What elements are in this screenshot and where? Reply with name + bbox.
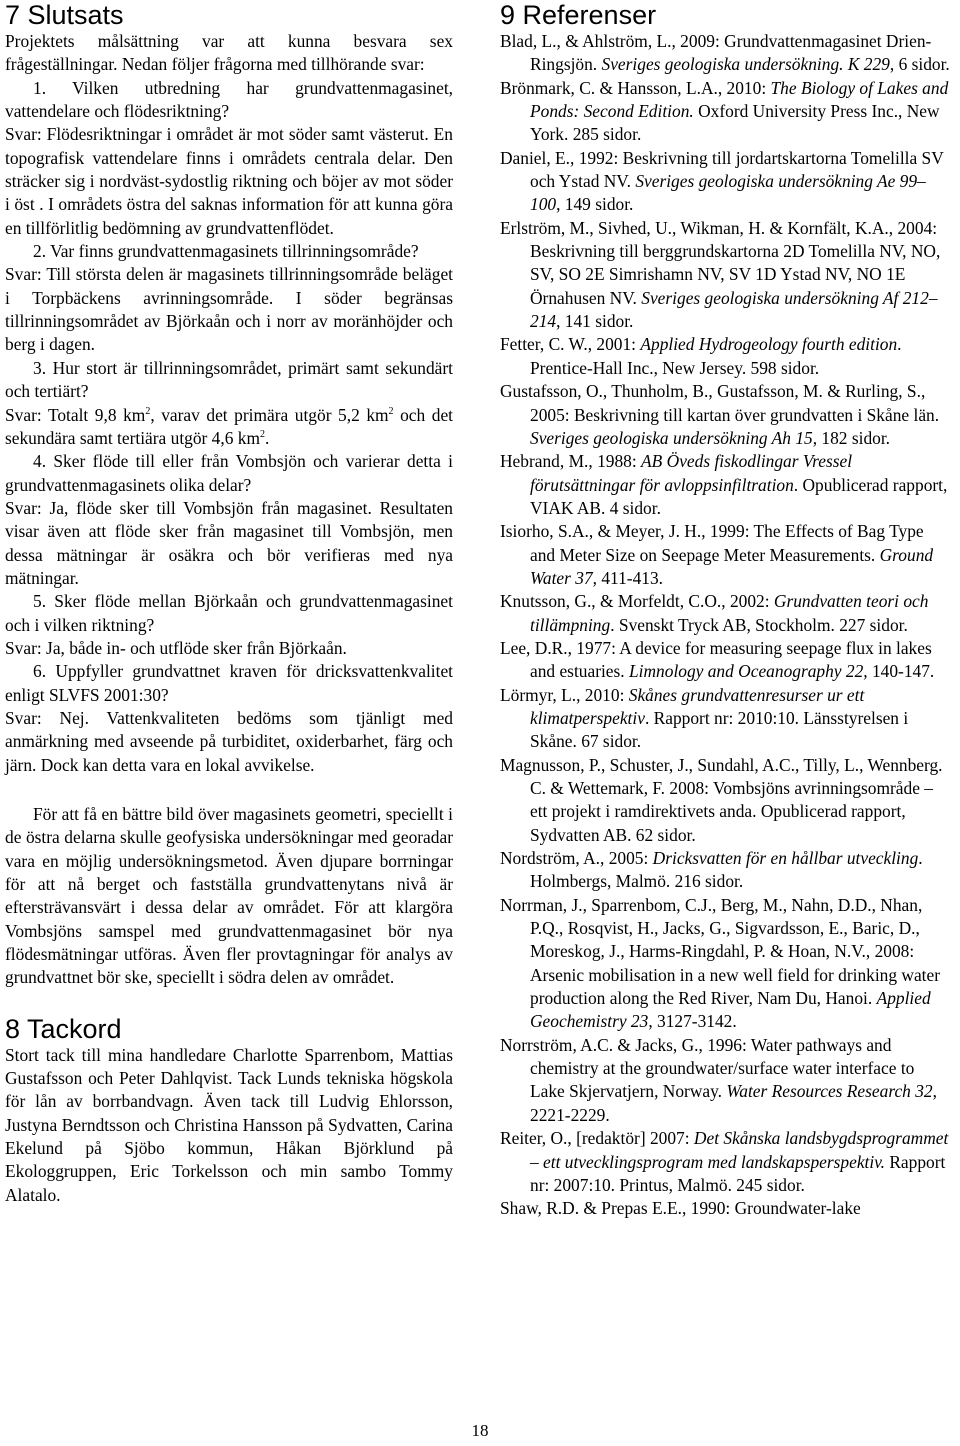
reference-plain: Isiorho, S.A., & Meyer, J. H., 1999: The Effects of Bag Type and Meter Size on Seepage Meter Measurements.	[500, 521, 924, 565]
answer-3-part4: .	[264, 427, 270, 448]
answer-4: Svar: Ja, flöde sker till Vombsjön från magasinet. Resultaten visar även att flöde sker från magasinet till Vombsjön, men dessa mätningar är osäkra och bör verifieras med nya mätningar.	[5, 497, 453, 588]
reference-plain: Reiter, O., [redaktör] 2007:	[500, 1128, 694, 1149]
answer-3-sup-2: 2	[388, 405, 394, 417]
reference-tail: 140-147.	[867, 661, 935, 682]
reference-item	[500, 77, 952, 147]
reference-tail: . Rapport nr: 2010:10. Länsstyrelsen i Skåne. 67 sidor.	[530, 707, 909, 752]
reference-item	[500, 333, 952, 380]
reference-italic: Sveriges geologiska undersökning. K 229	[601, 54, 890, 75]
reference-tail: . Holmbergs, Malmö. 216 sidor.	[530, 848, 923, 892]
reference-plain: Shaw, R.D. & Prepas E.E., 1990: Groundwater-lake	[500, 1198, 861, 1219]
reference-item	[500, 847, 952, 894]
reference-item	[500, 30, 952, 77]
reference-tail: , 149 sidor.	[556, 194, 634, 215]
reference-tail: 411-413.	[597, 567, 664, 588]
reference-item	[500, 754, 952, 847]
tackord-text: Stort tack till mina handledare Charlotte Sparrenbom, Mattias Gustafsson och Peter Dahlqvist. Tack Lunds tekniska högskola för lån av borrbandvagn. Även tack till Ludvig Ehlorsson, Justyna Berndtsson och Christina Hansson på Sydvatten, Carina Ekelund på Sjöbo kommun, Håkan Björklund på Ekologgruppen, Eric Torkelsson och min sambo Tommy Alatalo.	[5, 1044, 453, 1205]
reference-plain: Norrström, A.C. & Jacks, G., 1996: Water pathways and chemistry at the groundwater/surface water interface to Lake Skjervatjern, Norway.	[500, 1034, 915, 1102]
reference-tail: . Opublicerad rapport, VIAK AB. 4 sidor.	[530, 474, 948, 518]
reference-item	[500, 1197, 952, 1220]
reference-tail: . Svenskt Tryck AB, Stockholm. 227 sidor.	[610, 614, 908, 635]
reference-italic: Sveriges geologiska undersökning Ah 15	[530, 427, 813, 448]
answer-3-sup-1: 2	[145, 405, 151, 417]
reference-plain: Lörmyr, L., 2010:	[500, 684, 629, 705]
reference-list	[500, 30, 952, 1221]
reference-italic: Applied Hydrogeology fourth edition	[640, 334, 898, 355]
reference-item	[500, 1034, 952, 1127]
reference-italic: Det Skånska landsbygdsprogrammet – ett utvecklingsprogram med landskapsperspektiv.	[530, 1128, 949, 1172]
reference-italic: Limnology and Oceanography 22,	[629, 661, 868, 682]
heading-slutsats: 7 Slutsats	[5, 0, 124, 30]
slutsats-closing: För att få en bättre bild över magasinets geometri, speciellt i de östra delarna skulle geofysiska undersökningar med georadar vara en möjlig undersökningsmetod. Även djupare borrningar för att nå berget och fastställa grundvattenytans nivå är eftersträvansvärt i dessa delar av området. För att klargöra Vombsjöns samspel med grundvattenmagasinet bör nya flödesmätningar utföras. Även fler provtagningar för analys av grundvattnet bör ske, speciellt i södra delen av området.	[5, 804, 453, 988]
reference-plain: Erlström, M., Sivhed, U., Wikman, H. & Kornfält, K.A., 2004: Beskrivning till berggrundskartorna 2D Tomelilla NV, NO, SV, SO 2E Simrishamn NV, SV 1D Ystad NV, NO 1E Örnahusen NV.	[500, 217, 941, 308]
answer-2: Svar: Till största delen är magasinets tillrinningsområde beläget i Torpbäckens avrinningsområde. I söder begränsas tillrinningsområdet av Björkaån och i norr av moränhöjder och berg i dagen.	[5, 264, 453, 355]
reference-plain: Hebrand, M., 1988:	[500, 451, 642, 472]
reference-plain: Daniel, E., 1992: Beskrivning till jordartskartorna Tomelilla SV och Ystad NV.	[500, 147, 944, 192]
reference-tail: , 182 sidor.	[812, 427, 891, 448]
answer-3-part1: Svar: Totalt 9,8 km	[5, 404, 146, 425]
answer-6: Svar: Nej. Vattenkvaliteten bedöms som tjänligt med anmärkning med avseende på turbiditet, oxiderbarhet, färg och järn. Dock kan detta vara en lokal avvikelse.	[5, 707, 453, 775]
reference-tail: , 3127-3142.	[648, 1011, 737, 1032]
reference-italic: Grundvatten teori och tillämpning	[530, 591, 929, 635]
question-4: 4. Sker flöde till eller från Vombsjön och varierar detta i grundvattenmagasinets olika delar?	[5, 451, 453, 495]
reference-plain: Blad, L., & Ahlström, L., 2009: Grundvattenmagasinet Drien- Ringsjön.	[500, 31, 932, 75]
answer-3	[5, 404, 453, 451]
answer-5: Svar: Ja, både in- och utflöde sker från Björkaån.	[5, 637, 347, 658]
reference-italic: AB Öveds fiskodlingar Vressel förutsättningar för avloppsinfiltration	[530, 451, 853, 495]
reference-item	[500, 450, 952, 520]
reference-item	[500, 637, 952, 684]
reference-italic: Ground Water 37,	[530, 544, 934, 588]
reference-italic: Dricksvatten för en hållbar utveckling	[652, 848, 919, 869]
question-1: 1. Vilken utbredning har grundvattenmagasinet, vattendelare och flödesriktning?	[5, 77, 453, 122]
reference-plain: Magnusson, P., Schuster, J., Sundahl, A.C., Tilly, L., Wennberg. C. & Wettemark, F. 2008: Vombsjöns avrinningsområde – ett projekt i ramdirektivets anda. Opublicerad rapport, Sydvatten AB. 62 sidor.	[500, 754, 943, 845]
answer-3-part3: och det sekundära samt tertiära utgör 4,6 km	[5, 404, 453, 448]
reference-italic: Applied Geochemistry 23	[530, 988, 931, 1032]
answer-3-sup-3: 2	[259, 429, 265, 441]
answer-1: Svar: Flödesriktningar i området är mot söder samt västerut. En topografisk vattendelare finns i områdets centrala delar. Den sträcker sig i nordväst-sydostlig riktning och böjer av mot söder i öst . I områdets östra del saknas information för att kunna göra en tillförlitlig bedömning av grundvattenflödet.	[5, 124, 453, 238]
reference-item	[500, 217, 952, 334]
reference-tail: Rapport nr: 2007:10. Printus, Malmö. 245 sidor.	[530, 1151, 946, 1195]
slutsats-intro: Projektets målsättning var att kunna besvara sex frågeställningar. Nedan följer frågorna med tillhörande svar:	[5, 31, 453, 75]
answer-3-part2: , varav det primära utgör 5,2 km	[150, 404, 389, 425]
question-3: 3. Hur stort är tillrinningsområdet, primärt samt sekundärt och tertiärt?	[5, 357, 453, 402]
reference-item	[500, 147, 952, 217]
heading-referenser: 9 Referenser	[500, 0, 657, 30]
reference-plain: Lee, D.R., 1977: A device for measuring seepage flux in lakes and estuaries.	[500, 637, 932, 682]
reference-tail: , 6 sidor.	[889, 54, 950, 75]
right-column	[500, 0, 952, 1221]
reference-item	[500, 380, 952, 450]
reference-plain: Norrman, J., Sparrenbom, C.J., Berg, M., Nahn, D.D., Nhan, P.Q., Rosqvist, H., Jacks, G., Sigvardsson, E., Baric, D., Moreskog, J., Harms-Ringdahl, P. & Hoan, N.V., 2008: Arsenic mobilisation in a new well field for drinking water production along the Red River, Nam Du, Hanoi.	[500, 894, 941, 1009]
heading-tackord: 8 Tackord	[5, 1013, 122, 1044]
reference-tail: . Prentice-Hall Inc., New Jersey. 598 sidor.	[530, 334, 902, 378]
reference-italic: Skånes grundvattenresurser ur ett klimatperspektiv	[530, 684, 865, 728]
question-2: 2. Var finns grundvattenmagasinets tillrinningsområde?	[33, 241, 419, 262]
reference-item	[500, 1127, 952, 1197]
page-number: 18	[471, 1421, 489, 1440]
reference-plain: Nordström, A., 2005:	[500, 848, 653, 869]
reference-item	[500, 894, 952, 1034]
reference-plain: Knutsson, G., & Morfeldt, C.O., 2002:	[500, 591, 774, 612]
reference-tail: Oxford University Press Inc., New York. 285 sidor.	[530, 101, 940, 145]
reference-plain: Gustafsson, O., Thunholm, B., Gustafsson, M. & Rurling, S., 2005: Beskrivning till kartan över grundvatten i Skåne län.	[500, 381, 940, 425]
reference-plain: Brönmark, C. & Hansson, L.A., 2010:	[500, 77, 771, 98]
reference-tail: , 141 sidor.	[556, 311, 634, 332]
reference-item	[500, 590, 952, 637]
reference-italic: Water Resources Research 32	[726, 1081, 933, 1102]
reference-item	[500, 520, 952, 590]
reference-plain: Fetter, C. W., 2001:	[500, 334, 641, 355]
reference-item	[500, 684, 952, 754]
reference-italic: Sveriges geologiska undersökning Ae 99–100	[530, 171, 926, 215]
reference-italic: Sveriges geologiska undersökning Af 212– 214	[530, 287, 938, 332]
reference-tail: , 2221-2229.	[530, 1081, 937, 1125]
question-6: 6. Uppfyller grundvattnet kraven för dricksvattenkvalitet enligt SLVFS 2001:30?	[5, 661, 453, 705]
question-5: 5. Sker flöde mellan Björkaån och grundvattenmagasinet och i vilken riktning?	[5, 591, 453, 635]
reference-italic: The Biology of Lakes and Ponds: Second Edition.	[530, 77, 949, 122]
left-column	[5, 0, 453, 1207]
